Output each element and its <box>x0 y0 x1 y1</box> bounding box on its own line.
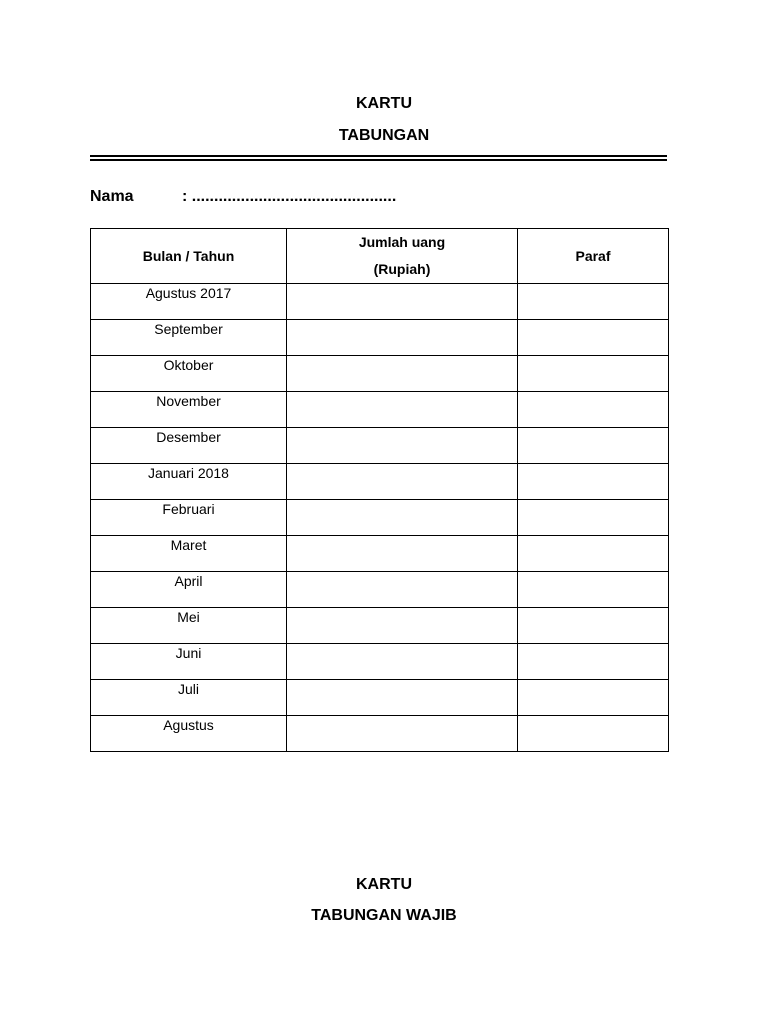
amount-cell[interactable] <box>287 464 518 500</box>
table-row <box>91 284 669 320</box>
table-row <box>91 644 669 680</box>
divider-line-bottom <box>90 159 667 161</box>
column-header-paraf-label: Paraf <box>575 247 611 264</box>
month-cell: Desember <box>91 428 287 464</box>
divider-line-top <box>90 155 667 157</box>
table-header-row <box>91 229 669 284</box>
table-row <box>91 536 669 572</box>
amount-cell[interactable] <box>287 320 518 356</box>
month-cell: Agustus <box>91 716 287 752</box>
column-header-amount <box>287 229 518 284</box>
paraf-cell[interactable] <box>518 356 669 392</box>
paraf-cell[interactable] <box>518 392 669 428</box>
name-label: Nama <box>90 188 134 205</box>
second-card-title-line2: TABUNGAN WAJIB <box>311 907 457 924</box>
table-row <box>91 680 669 716</box>
month-cell: Januari 2018 <box>91 464 287 500</box>
table-row <box>91 500 669 536</box>
month-cell: April <box>91 572 287 608</box>
card-title-line1: KARTU <box>356 95 412 112</box>
table-row <box>91 428 669 464</box>
month-cell: Juli <box>91 680 287 716</box>
double-divider <box>90 155 667 161</box>
amount-cell[interactable] <box>287 536 518 572</box>
column-header-paraf <box>518 229 669 284</box>
month-cell: Februari <box>91 500 287 536</box>
table-row <box>91 464 669 500</box>
amount-cell[interactable] <box>287 284 518 320</box>
table-row <box>91 716 669 752</box>
table-row <box>91 320 669 356</box>
column-header-month-label: Bulan / Tahun <box>142 247 235 264</box>
amount-cell[interactable] <box>287 644 518 680</box>
amount-cell[interactable] <box>287 716 518 752</box>
paraf-cell[interactable] <box>518 284 669 320</box>
paraf-cell[interactable] <box>518 716 669 752</box>
column-header-month <box>91 229 287 284</box>
amount-cell[interactable] <box>287 356 518 392</box>
table-row <box>91 392 669 428</box>
paraf-cell[interactable] <box>518 464 669 500</box>
paraf-cell[interactable] <box>518 500 669 536</box>
amount-cell[interactable] <box>287 392 518 428</box>
month-cell: November <box>91 392 287 428</box>
month-cell: Juni <box>91 644 287 680</box>
table-body <box>91 284 669 752</box>
paraf-cell[interactable] <box>518 536 669 572</box>
column-header-amount-unit: (Rupiah) <box>373 261 431 277</box>
column-header-amount-label: Jumlah uang <box>358 234 446 250</box>
savings-table <box>90 228 669 752</box>
amount-cell[interactable] <box>287 428 518 464</box>
card-title-line2: TABUNGAN <box>338 127 430 144</box>
amount-cell[interactable] <box>287 608 518 644</box>
second-card-title-line1: KARTU <box>356 876 412 893</box>
paraf-cell[interactable] <box>518 320 669 356</box>
month-cell: September <box>91 320 287 356</box>
paraf-cell[interactable] <box>518 644 669 680</box>
amount-cell[interactable] <box>287 500 518 536</box>
paraf-cell[interactable] <box>518 680 669 716</box>
month-cell: Maret <box>91 536 287 572</box>
table-row <box>91 608 669 644</box>
month-cell: Mei <box>91 608 287 644</box>
amount-cell[interactable] <box>287 680 518 716</box>
paraf-cell[interactable] <box>518 608 669 644</box>
paraf-cell[interactable] <box>518 428 669 464</box>
name-blank: : .............................................. <box>182 188 397 205</box>
table-row <box>91 356 669 392</box>
amount-cell[interactable] <box>287 572 518 608</box>
paraf-cell[interactable] <box>518 572 669 608</box>
table-row <box>91 572 669 608</box>
month-cell: Oktober <box>91 356 287 392</box>
month-cell: Agustus 2017 <box>91 284 287 320</box>
